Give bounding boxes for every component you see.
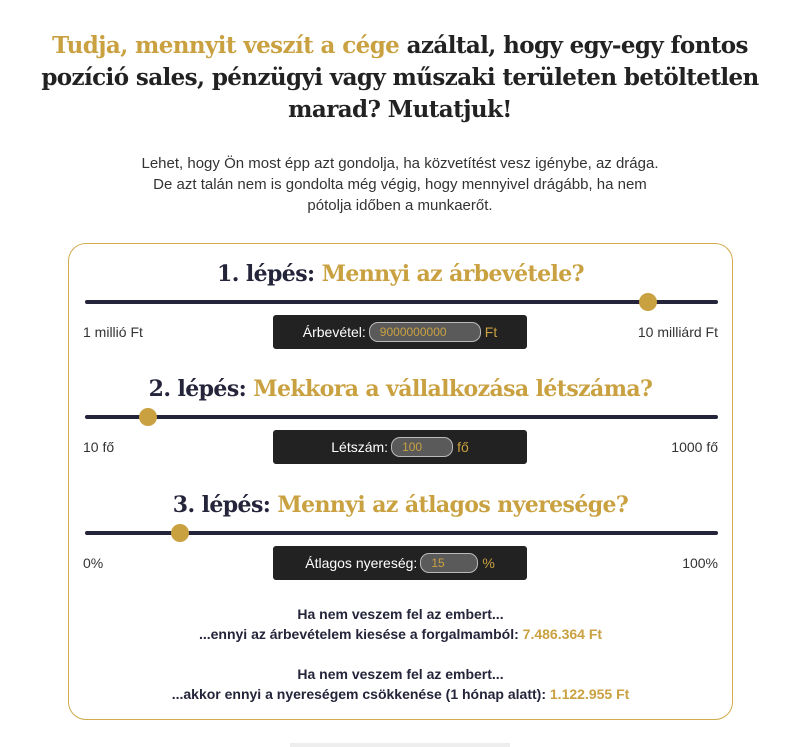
headcount-slider-thumb[interactable] [139, 408, 157, 426]
headcount-slider-track[interactable] [85, 415, 718, 419]
step-3-title [69, 492, 732, 518]
revenue-loss-amount: 7.486.364 Ft [522, 626, 603, 642]
revenue-field-label: Árbevétel: [302, 324, 366, 340]
page-bottom-divider [290, 743, 510, 747]
profit-slider-thumb[interactable] [171, 524, 189, 542]
headcount-min-label: 10 fő [83, 439, 115, 455]
step-2-question: Mekkora a vállalkozása létszáma? [253, 376, 653, 402]
step-2-number: 2. lépés: [148, 376, 247, 402]
profit-slider-track[interactable] [85, 531, 718, 535]
headcount-field-label: Létszám: [331, 439, 389, 455]
page-headline [20, 30, 780, 126]
revenue-input[interactable]: 9000000000 [369, 322, 481, 342]
revenue-min-label: 1 millió Ft [83, 324, 143, 340]
step-2-title [69, 376, 732, 402]
revenue-slider-track[interactable] [85, 300, 718, 304]
step-3-question: Mennyi az átlagos nyeresége? [277, 492, 629, 518]
headcount-input[interactable]: 100 [391, 437, 453, 457]
profit-loss-result [69, 664, 732, 704]
revenue-unit: Ft [484, 324, 498, 340]
step-1-title [69, 261, 732, 287]
profit-field-label: Átlagos nyereség: [305, 555, 418, 571]
profit-unit: % [482, 555, 495, 571]
profit-loss-line-2 [69, 684, 732, 704]
profit-loss-amount: 1.122.955 Ft [549, 686, 630, 702]
profit-max-label: 100% [682, 555, 718, 571]
revenue-loss-line-2 [69, 624, 732, 644]
profit-value-box [273, 546, 527, 580]
profit-loss-text: ...akkor ennyi a nyereségem csökkenése (1 hónap alatt): [171, 686, 546, 702]
profit-min-label: 0% [83, 555, 104, 571]
revenue-loss-result [69, 604, 732, 644]
revenue-value-box [273, 315, 527, 349]
step-1-question: Mennyi az árbevétele? [321, 261, 584, 287]
revenue-max-label: 10 milliárd Ft [637, 324, 718, 340]
headline-highlight: Tudja, mennyit veszít a cége [52, 32, 400, 59]
headcount-max-label: 1000 fő [671, 439, 718, 455]
headcount-unit: fő [457, 439, 469, 455]
revenue-loss-line-1: Ha nem veszem fel az embert... [297, 606, 504, 622]
revenue-loss-text: ...ennyi az árbevételem kiesése a forgalmamból: [198, 626, 519, 642]
profit-input[interactable]: 15 [420, 553, 478, 573]
step-3-number: 3. lépés: [172, 492, 271, 518]
headcount-value-box [273, 430, 527, 464]
intro-text: Lehet, hogy Ön most épp azt gondolja, ha közvetítést vesz igénybe, az drága. De azt talán nem is gondolta még végig, hogy mennyivel drágább, ha nem pótolja időben a munkaerőt. [141, 155, 659, 214]
headline-rest: azáltal, hogy egy-egy fontos pozíció sales, pénzügyi vagy műszaki területen betöltetlen marad? Mutatjuk! [41, 32, 759, 123]
revenue-slider-thumb[interactable] [639, 293, 657, 311]
calculator-card [68, 243, 733, 720]
profit-loss-line-1: Ha nem veszem fel az embert... [297, 666, 504, 682]
step-1-number: 1. lépés: [217, 261, 315, 287]
